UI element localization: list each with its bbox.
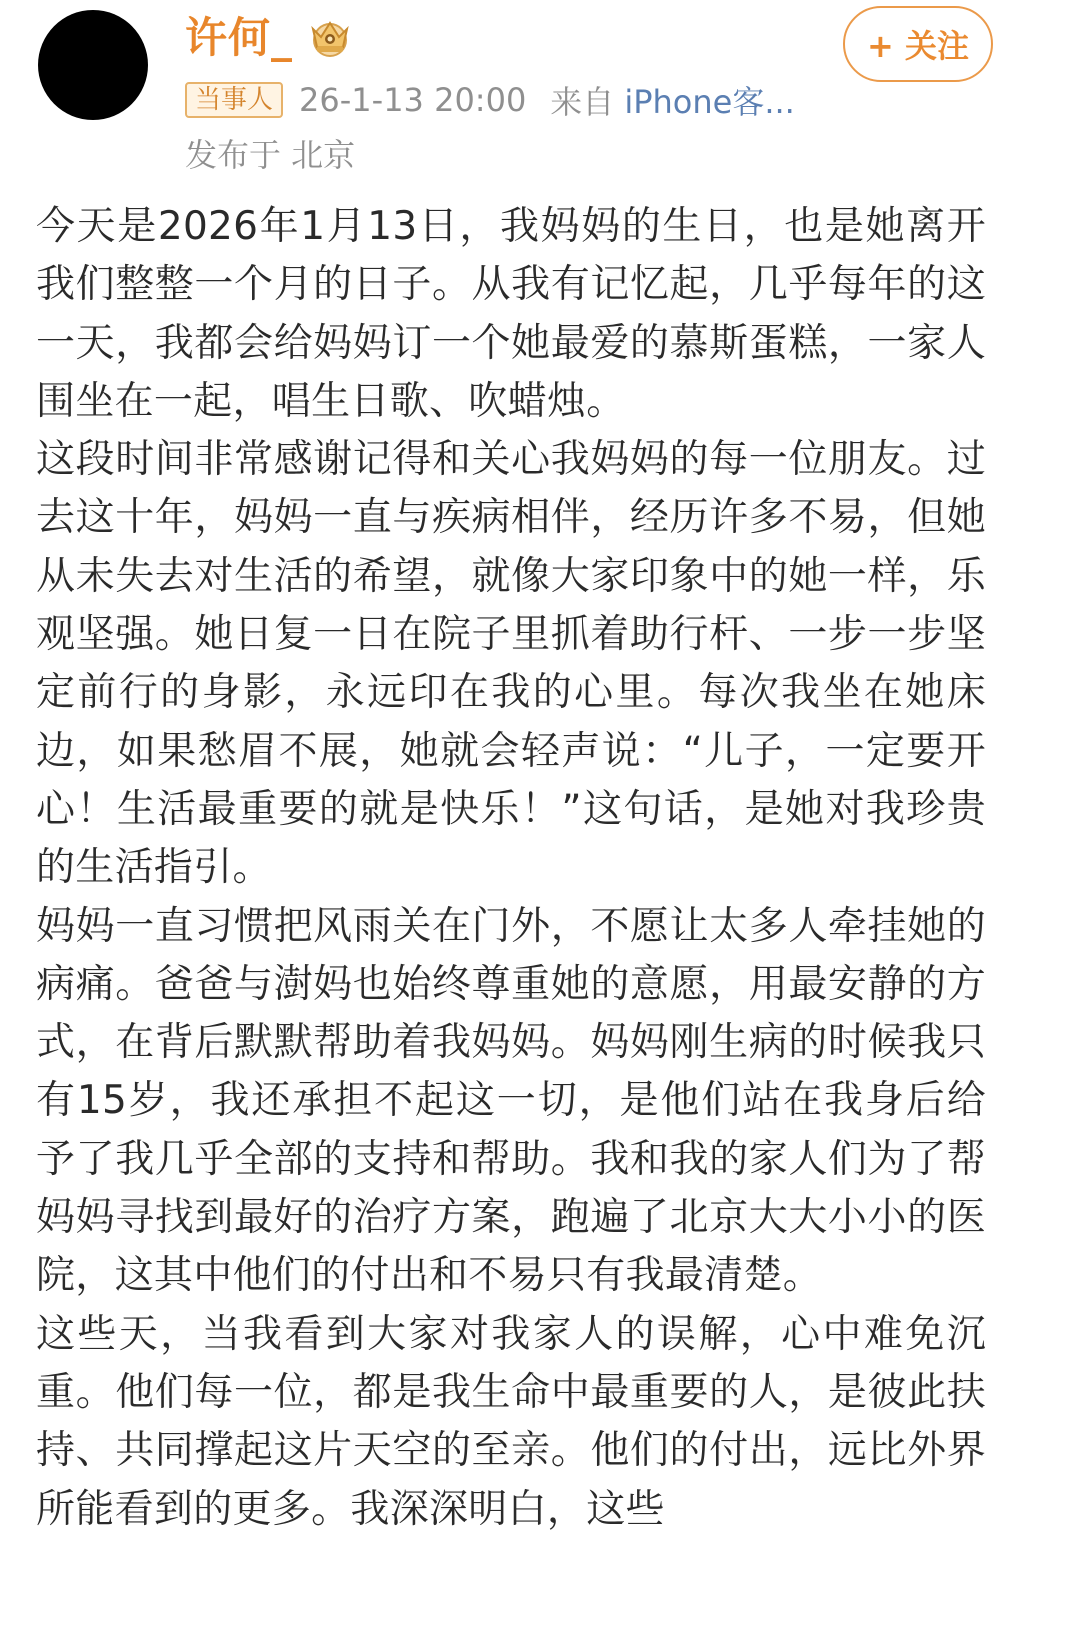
username[interactable]: 许何_: [185, 13, 294, 62]
follow-button[interactable]: + 关注: [843, 6, 993, 82]
paragraph-3: 妈妈一直习惯把风雨关在门外，不愿让太多人牵挂她的病痛。爸爸与澍妈也始终尊重她的意愿，用最安静的方式，在背后默默帮助着我妈妈。妈妈刚生病的时候我只有15岁，我还承担不起这一切，是他们站在我身后给予了我几乎全部的支持和帮助。我和我的家人们为了帮妈妈寻找到最好的治疗方案，跑遍了北京大大小小的医院，这其中他们的付出和不易只有我最清楚。: [36, 903, 986, 1299]
meta-row: [185, 76, 805, 124]
avatar[interactable]: [38, 10, 148, 120]
role-tag: 当事人: [185, 82, 283, 118]
post-content: [36, 198, 986, 1539]
source-label: 来自: [550, 83, 615, 121]
source-link[interactable]: iPhone客...: [624, 83, 795, 121]
vip-crown-icon[interactable]: [307, 15, 353, 61]
paragraph-1: 今天是2026年1月13日，我妈妈的生日，也是她离开我们整整一个月的日子。从我有记忆起，几乎每年的这一天，我都会给妈妈订一个她最爱的慕斯蛋糕，一家人围坐在一起，唱生日歌、吹蜡烛。: [36, 204, 986, 424]
post-header: [185, 10, 805, 180]
post-time: 26-1-13 20:00: [299, 81, 527, 119]
paragraph-4: 这些天，当我看到大家对我家人的误解，心中难免沉重。他们每一位，都是我生命中最重要的人，是彼此扶持、共同撑起这片天空的至亲。他们的付出，远比外界所能看到的更多。我深深明白，这些: [36, 1311, 986, 1532]
post-location: 发布于 北京: [185, 136, 356, 174]
paragraph-2: 这段时间非常感谢记得和关心我妈妈的每一位朋友。过去这十年，妈妈一直与疾病相伴，经历许多不易，但她从未失去对生活的希望，就像大家印象中的她一样，乐观坚强。她日复一日在院子里抓着助行杆、一步一步坚定前行的身影，永远印在我的心里。每次我坐在她床边，如果愁眉不展，她就会轻声说：“儿子，一定要开心！生活最重要的就是快乐！”这句话，是她对我珍贵的生活指引。: [36, 437, 986, 891]
name-row: [185, 10, 805, 66]
